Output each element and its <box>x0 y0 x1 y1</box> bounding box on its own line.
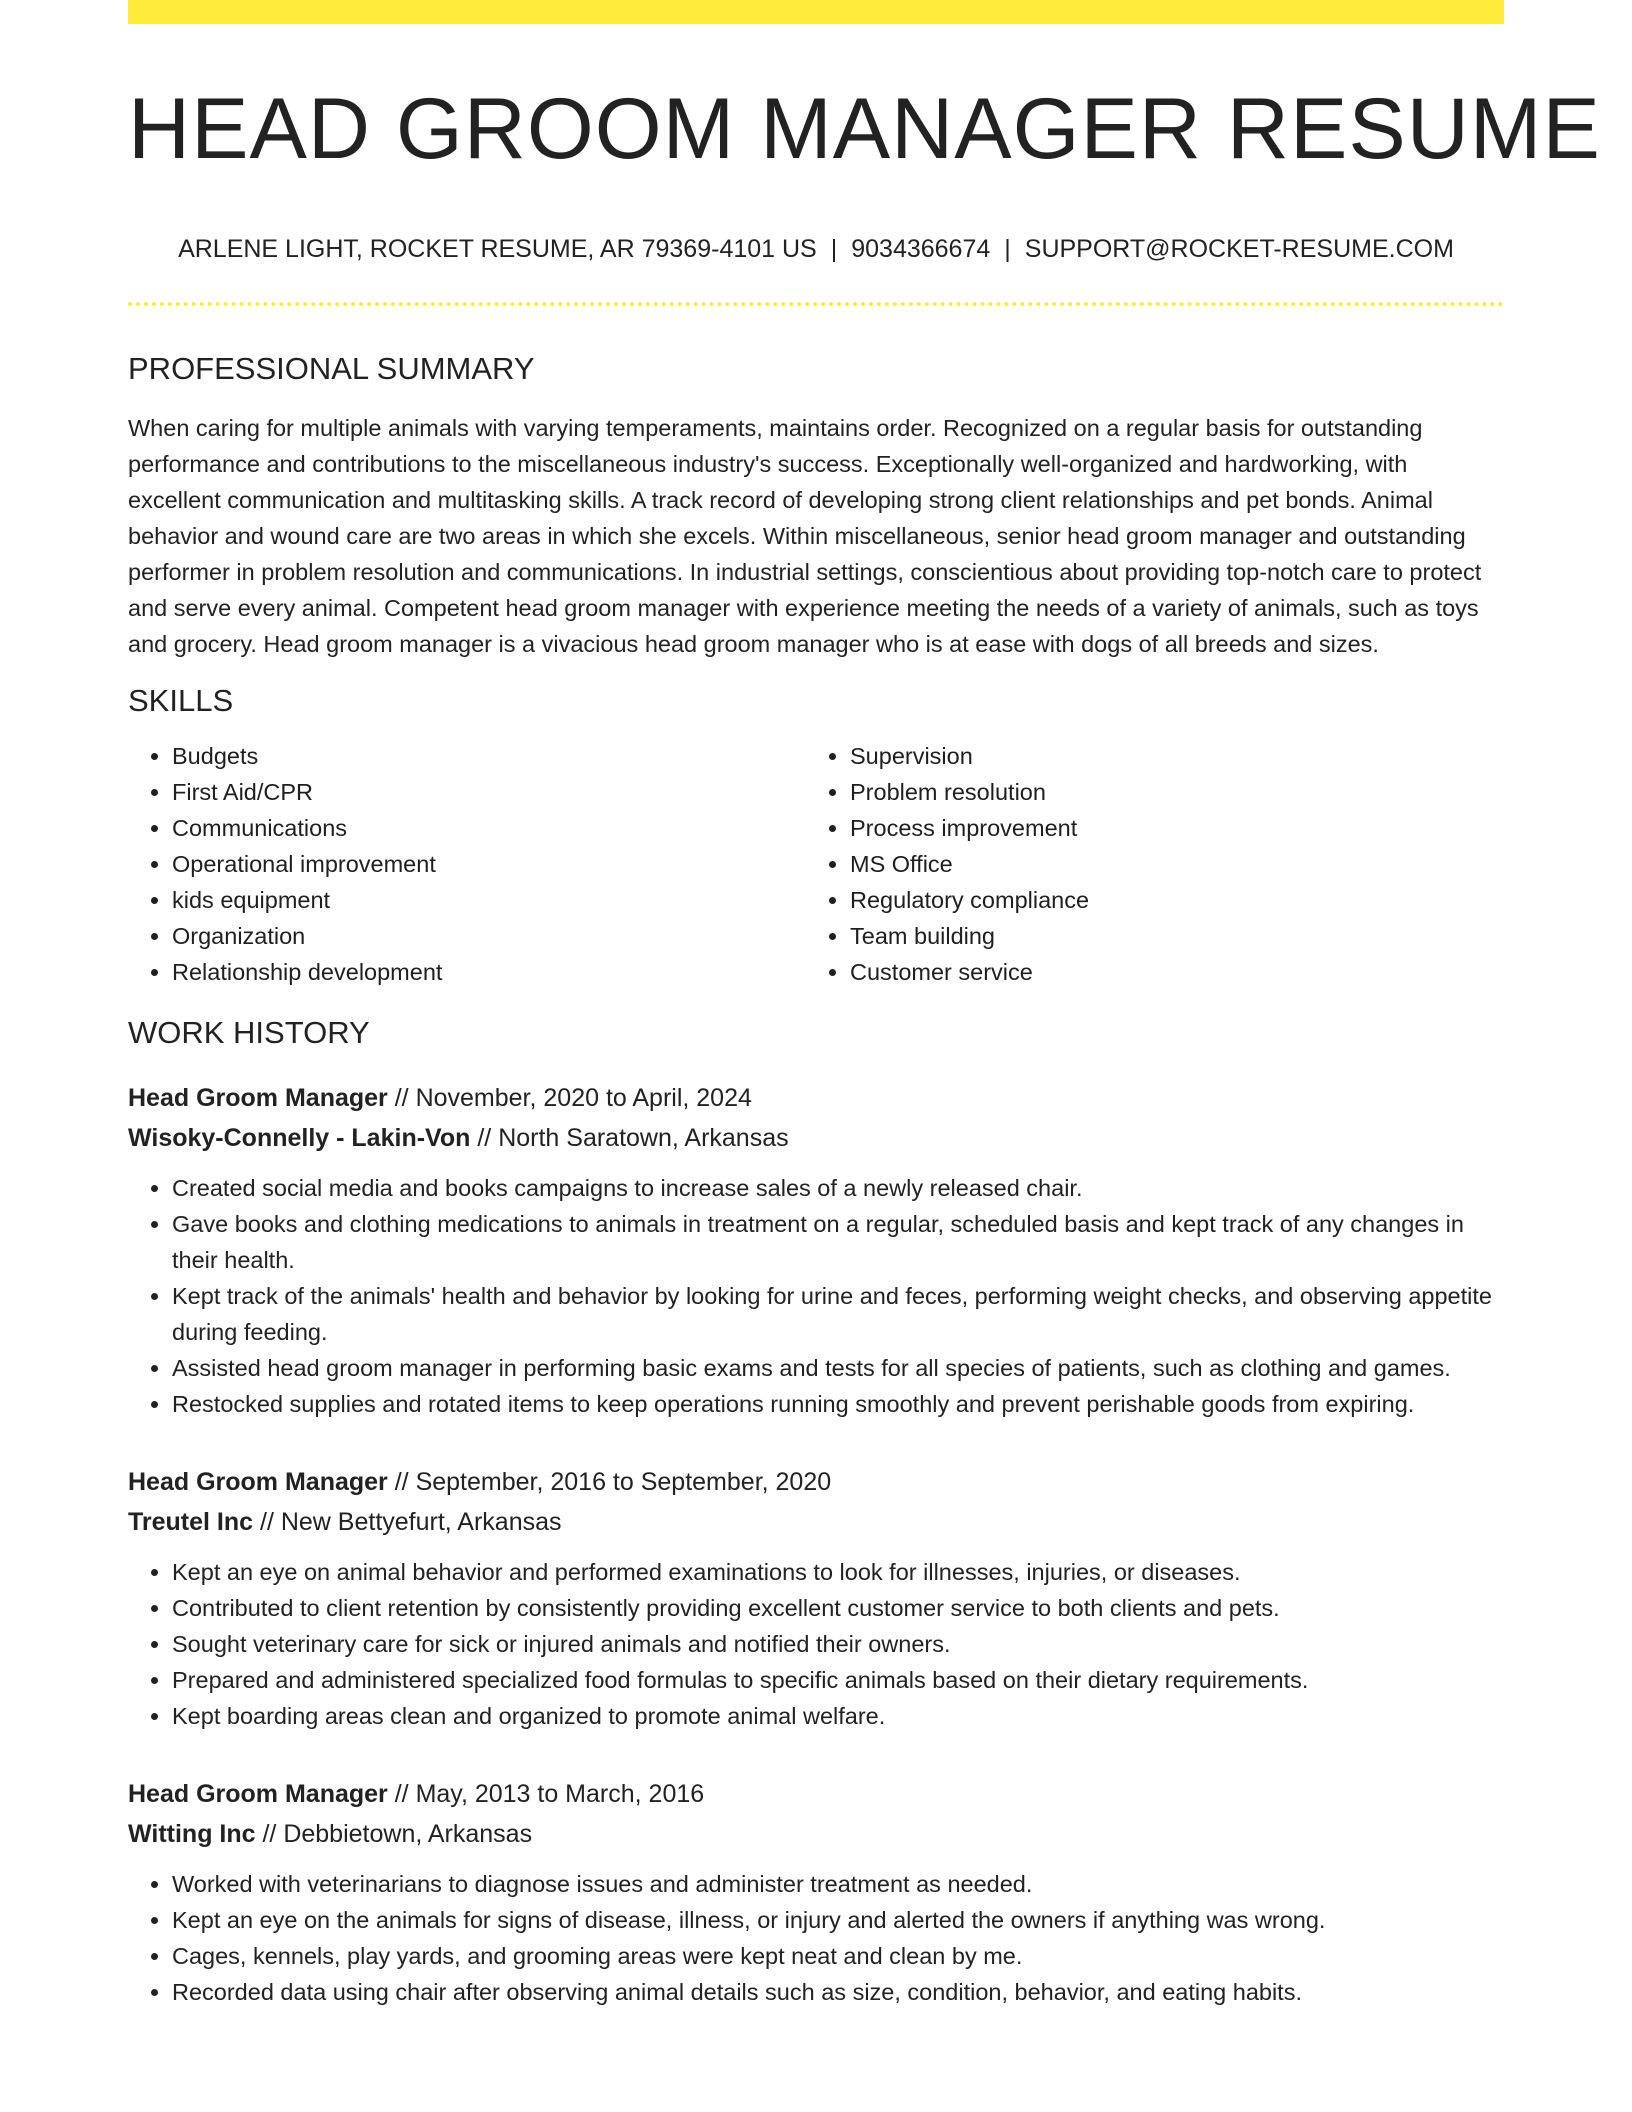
job-title-line <box>128 1774 1504 1814</box>
dotted-divider <box>128 302 1504 306</box>
job-company-line <box>128 1502 1504 1542</box>
contact-address: ARLENE LIGHT, ROCKET RESUME, AR 79369-4101 US <box>178 234 817 263</box>
skill-item: • Customer service <box>850 954 1484 990</box>
job-bullet: • Kept an eye on the animals for signs of disease, illness, or injury and alerted the owners if anything was wrong. <box>172 1902 1504 1938</box>
job-entry <box>128 1462 1504 1734</box>
summary-heading: PROFESSIONAL SUMMARY <box>128 350 535 386</box>
skill-item: • kids equipment <box>172 882 806 918</box>
skill-item: • Relationship development <box>172 954 806 990</box>
job-title-line <box>128 1078 1504 1118</box>
contact-separator: | <box>830 234 838 263</box>
resume-page <box>128 0 1601 2010</box>
skill-item: • Problem resolution <box>850 774 1484 810</box>
job-bullet: • Worked with veterinarians to diagnose issues and administer treatment as needed. <box>172 1866 1504 1902</box>
job-location: // Debbietown, Arkansas <box>255 1819 533 1848</box>
job-bullets <box>128 1554 1504 1734</box>
job-dates: // November, 2020 to April, 2024 <box>387 1083 752 1112</box>
skill-item: • Supervision <box>850 738 1484 774</box>
skill-item: • MS Office <box>850 846 1484 882</box>
skill-item: • Team building <box>850 918 1484 954</box>
skills-column-left <box>128 738 806 990</box>
contact-phone: 9034366674 <box>851 234 991 263</box>
job-bullets <box>128 1866 1504 2010</box>
job-bullet: • Contributed to client retention by consistently providing excellent customer service to both clients and pets. <box>172 1590 1504 1626</box>
job-bullet: • Created social media and books campaigns to increase sales of a newly released chair. <box>172 1170 1504 1206</box>
job-title-line <box>128 1462 1504 1502</box>
skill-item: • Communications <box>172 810 806 846</box>
skill-item: • Budgets <box>172 738 806 774</box>
job-title: Head Groom Manager <box>128 1779 388 1808</box>
job-company-line <box>128 1814 1504 1854</box>
job-company: Wisoky-Connelly - Lakin-Von <box>128 1123 471 1152</box>
contact-line <box>128 235 1504 264</box>
job-dates: // May, 2013 to March, 2016 <box>387 1779 705 1808</box>
job-bullet: • Cages, kennels, play yards, and grooming areas were kept neat and clean by me. <box>172 1938 1504 1974</box>
skills-heading: SKILLS <box>128 682 234 718</box>
job-location: // New Bettyefurt, Arkansas <box>253 1507 562 1536</box>
job-bullet: • Kept boarding areas clean and organized to promote animal welfare. <box>172 1698 1504 1734</box>
job-company: Treutel Inc <box>128 1507 254 1536</box>
job-dates: // September, 2016 to September, 2020 <box>387 1467 832 1496</box>
job-bullet: • Assisted head groom manager in performing basic exams and tests for all species of patients, such as clothing and games. <box>172 1350 1504 1386</box>
work-history-heading: WORK HISTORY <box>128 1014 370 1050</box>
contact-email: SUPPORT@ROCKET-RESUME.COM <box>1024 234 1454 263</box>
accent-bar <box>128 0 1504 24</box>
job-company: Witting Inc <box>128 1819 256 1848</box>
job-location: // North Saratown, Arkansas <box>470 1123 789 1152</box>
skill-item: • Regulatory compliance <box>850 882 1484 918</box>
skill-item: • Organization <box>172 918 806 954</box>
resume-title: HEAD GROOM MANAGER RESUME <box>128 81 1601 177</box>
job-bullets <box>128 1170 1504 1422</box>
job-company-line <box>128 1118 1504 1158</box>
contact-separator: | <box>1004 234 1011 263</box>
job-entry <box>128 1078 1504 1422</box>
job-bullet: • Sought veterinary care for sick or injured animals and notified their owners. <box>172 1626 1504 1662</box>
job-title: Head Groom Manager <box>128 1083 388 1112</box>
skill-item: • Process improvement <box>850 810 1484 846</box>
job-bullet: • Prepared and administered specialized food formulas to specific animals based on their dietary requirements. <box>172 1662 1504 1698</box>
job-bullet: • Kept track of the animals' health and behavior by looking for urine and feces, performing weight checks, and observing appetite during feeding. <box>172 1278 1504 1350</box>
job-bullet: • Recorded data using chair after observing animal details such as size, condition, behavior, and eating habits. <box>172 1974 1504 2010</box>
job-bullet: • Restocked supplies and rotated items to keep operations running smoothly and prevent perishable goods from expiring. <box>172 1386 1504 1422</box>
job-bullet: • Kept an eye on animal behavior and performed examinations to look for illnesses, injuries, or diseases. <box>172 1554 1504 1590</box>
skills-column-right <box>806 738 1484 990</box>
summary-text: When caring for multiple animals with varying temperaments, maintains order. Recognized on a regular basis for outstanding performance and contributions to the miscellaneous industry's success. Exceptionally well-organized and hardworking, with excellent communication and multitasking skills. A track record of developing strong client relationships and pet bonds. Animal behavior and wound care are two areas in which she excels. Within miscellaneous, senior head groom manager and outstanding performer in problem resolution and communications. In industrial settings, conscientious about providing top-notch care to protect and serve every animal. Competent head groom manager with experience meeting the needs of a variety of animals, such as toys and grocery. Head groom manager is a vivacious head groom manager who is at ease with dogs of all breeds and sizes. <box>128 414 1482 657</box>
job-bullet: • Gave books and clothing medications to animals in treatment on a regular, scheduled basis and kept track of any changes in their health. <box>172 1206 1504 1278</box>
skill-item: • Operational improvement <box>172 846 806 882</box>
skills-list <box>128 738 1504 990</box>
job-title: Head Groom Manager <box>128 1467 388 1496</box>
skill-item: • First Aid/CPR <box>172 774 806 810</box>
job-entry <box>128 1774 1504 2010</box>
